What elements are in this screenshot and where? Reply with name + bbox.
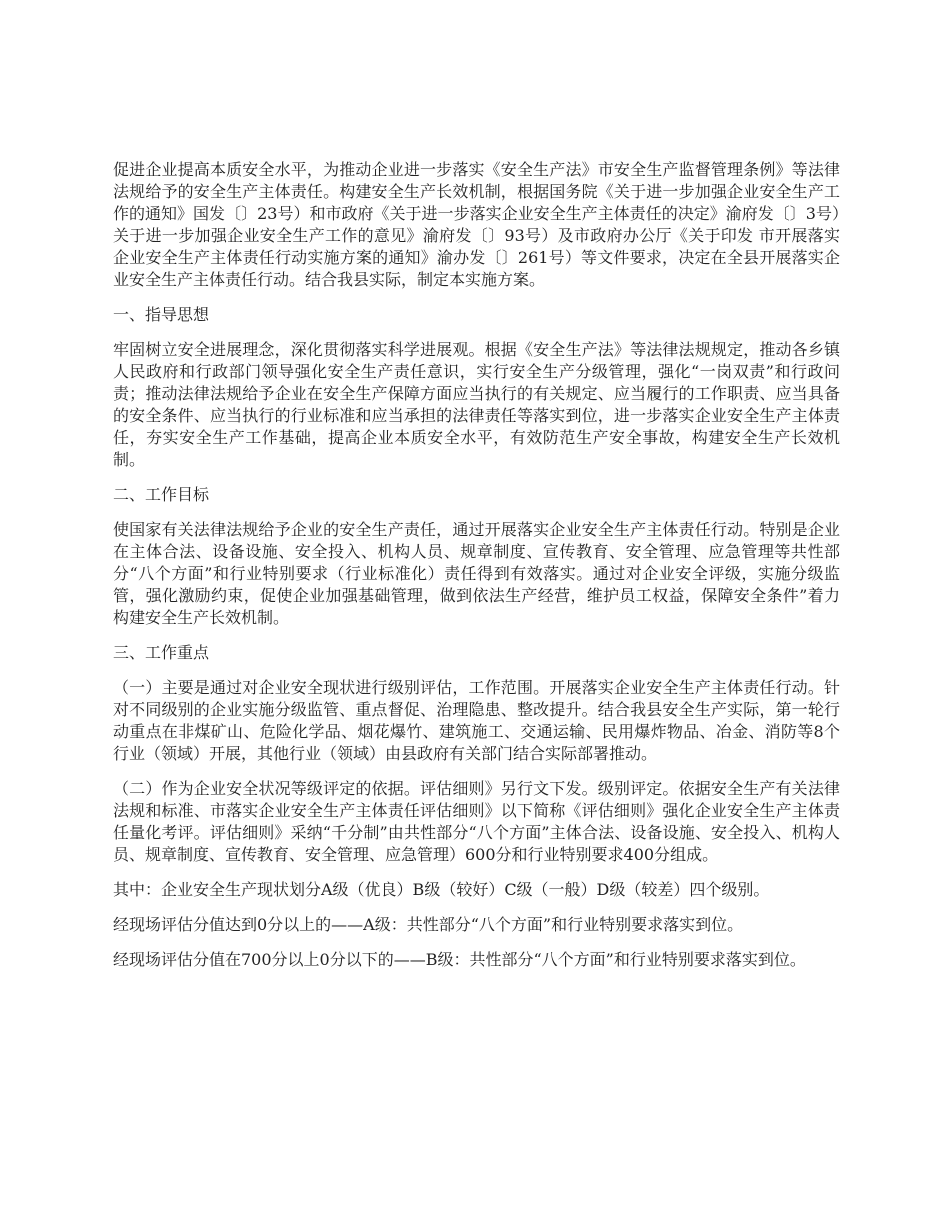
work-goals-paragraph: 使国家有关法律法规给予企业的安全生产责任，通过开展落实企业安全生产主体责任行动。特别是企业在主体合法、设备设施、安全投入、机构人员、规章制度、宣传教育、安全管理、应急管理等共性部分“八个方面”和行业特别要求（行业标准化）责任得到有效落实。通过对企业安全评级，实施分级监管，强化激励约束，促使企业加强基础管理，做到依法生产经营，维护员工权益，保障安全条件”着力构建安全生产长效机制。 — [113, 520, 840, 627]
grade-levels-paragraph: 其中：企业安全生产现状划分A级（优良）B级（较好）C级（一般）D级（较差）四个级别。 — [113, 880, 770, 899]
section-heading-work-focus: 三、工作重点 — [113, 643, 210, 662]
intro-paragraph: 促进企业提高本质安全水平，为推动企业进一步落实《安全生产法》市安全生产监督管理条例》等法律法规给予的安全生产主体责任。构建安全生产长效机制，根据国务院《关于进一步加强企业安全生产工作的通知》国发〔〕23号）和市政府《关于进一步落实企业安全生产主体责任的决定》渝府发〔〕3号）关于进一步加强企业安全生产工作的意见》渝府发〔〕93号）及市政府办公厅《关于印发 市开展落实企业安全生产主体责任行动实施方案的通知》渝办发〔〕261号）等文件要求，决定在全县开展落实企业安全生产主体责任行动。结合我县实际，制定本实施方案。 — [113, 160, 840, 289]
section-heading-guiding-ideology: 一、指导思想 — [113, 305, 210, 324]
work-focus-item-1: （一）主要是通过对企业安全现状进行级别评估，工作范围。开展落实企业安全生产主体责任行动。针对不同级别的企业实施分级监管、重点督促、治理隐患、整改提升。结合我县安全生产实际，第一轮行动重点在非煤矿山、危险化学品、烟花爆竹、建筑施工、交通运输、民用爆炸物品、冶金、消防等8个行业（领域）开展，其他行业（领域）由县政府有关部门结合实际部署推动。 — [113, 678, 840, 763]
document-body — [113, 159, 840, 984]
grade-a-paragraph: 经现场评估分值达到0分以上的——A级：共性部分“八个方面”和行业特别要求落实到位。 — [113, 915, 744, 934]
guiding-ideology-paragraph: 牢固树立安全进展理念，深化贯彻落实科学进展观。根据《安全生产法》等法律法规规定，推动各乡镇人民政府和行政部门领导强化安全生产责任意识，实行安全生产分级管理，强化“一岗双责”和行政问责；推动法律法规给予企业在安全生产保障方面应当执行的有关规定、应当履行的工作职责、应当具备的安全条件、应当执行的行业标准和应当承担的法律责任等落实到位，进一步落实企业安全生产主体责任，夯实安全生产工作基础，提高企业本质安全水平，有效防范生产安全事故，构建安全生产长效机制。 — [113, 340, 840, 469]
section-heading-work-goals: 二、工作目标 — [113, 485, 210, 504]
grade-b-paragraph: 经现场评估分值在700分以上0分以下的——B级：共性部分“八个方面”和行业特别要求落实到位。 — [113, 950, 806, 969]
work-focus-item-2: （二）作为企业安全状况等级评定的依据。评估细则》另行文下发。级别评定。依据安全生产有关法律法规和标准、市落实企业安全生产主体责任评估细则》以下简称《评估细则》强化企业安全生产主体责任量化考评。评估细则》采纳“千分制”由共性部分“八个方面”主体合法、设备设施、安全投入、机构人员、规章制度、宣传教育、安全管理、应急管理）600分和行业特别要求400分组成。 — [113, 779, 840, 864]
